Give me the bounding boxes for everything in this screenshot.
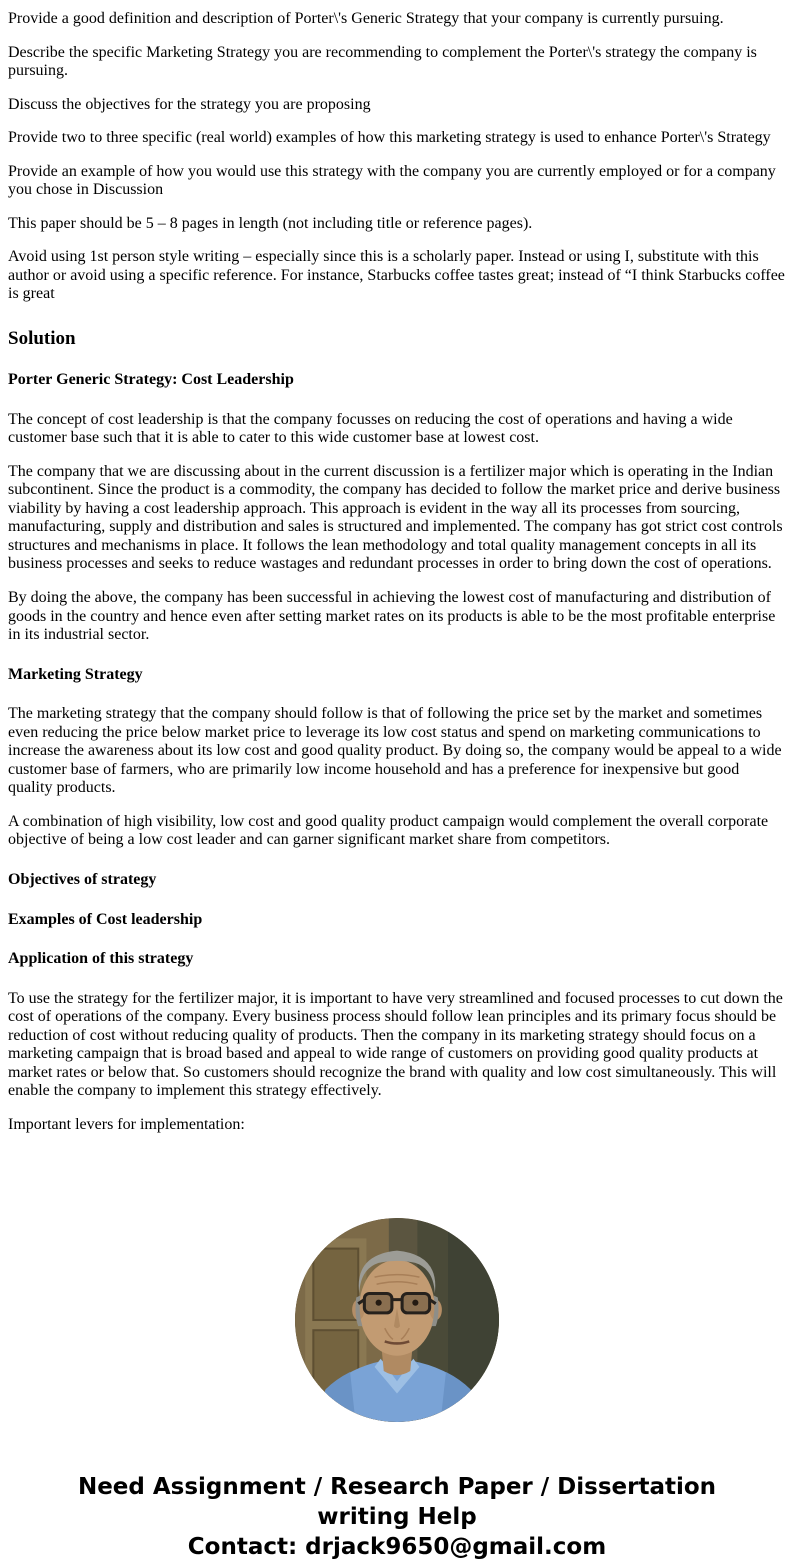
marketing-paragraph-2: A combination of high visibility, low cost and good quality product campaign would complement the overall corporate objective of being a low cost leader and can garner significant market share from competitors. [8,812,769,849]
assignment-paragraph-1: Provide a good definition and description of Porter\'s Generic Strategy that your company is currently pursuing. [8,10,724,27]
solution-heading: Solution [8,328,76,350]
portrait-section [8,1218,786,1422]
assignment-paragraph-5: Provide an example of how you would use this strategy with the company you are currently employed or for a company you chose in Discussion [8,162,776,199]
assignment-paragraph-2: Describe the specific Marketing Strategy you are recommending to complement the Porter\'s strategy the company is pursuing. [8,43,757,80]
assignment-paragraph-6: This paper should be 5 – 8 pages in length (not including title or reference pages). [8,214,533,232]
assignment-paragraph-3: Discuss the objectives for the strategy you are proposing [8,95,371,113]
promo-banner [47,1472,747,1562]
porter-paragraph-2: The company that we are discussing about in the current discussion is a fertilizer major which is operating in the Indian subcontinent. Since the product is a commodity, the company has decided to follow the market price and derive business viability by having a cost leadership approach. This approach is evident in the way all its processes from sourcing, manufacturing, supply and distribution and sales is structured and implemented. The company has got strict cost controls structures and mechanisms in place. It follows the lean methodology and total quality management concepts in all its business processes and seeks to reduce wastages and redundant processes in order to bring down the cost of operations. [8,462,783,573]
objectives-heading: Objectives of strategy [8,870,157,888]
porter-paragraph-1: The concept of cost leadership is that the company focusses on reducing the cost of operations and having a wide customer base such that it is able to cater to this wide customer base at lowest cost. [8,410,733,447]
tutor-portrait-photo [295,1218,499,1422]
tutor-portrait-illustration [295,1218,499,1422]
assignment-paragraph-7: Avoid using 1st person style writing – especially since this is a scholarly paper. Instead or using I, substitute with this author or avoid using a specific reference. For instance, Starbucks coffee tastes great; instead of “I think Starbucks coffee is great [8,248,785,303]
application-heading: Application of this strategy [8,950,194,968]
promo-help-text: Need Assignment / Research Paper / Dissertation writing Help [77,1474,717,1531]
assignment-paragraph-4: Provide two to three specific (real world) examples of how this marketing strategy is used to enhance Porter\'s Strategy [8,129,771,147]
porter-paragraph-3: By doing the above, the company has been successful in achieving the lowest cost of manufacturing and distribution of goods in the country and hence even after setting market rates on its products is able to be the most profitable enterprise in its industrial sector. [8,588,776,644]
examples-heading: Examples of Cost leadership [8,910,203,928]
application-paragraph-1: To use the strategy for the fertilizer major, it is important to have very streamlined and focused processes to cut down the cost of operations of the company. Every business process should follow lean principles and its primary focus should be reduction of cost without reducing quality of products. Then the company in its marketing strategy should focus on a marketing campaign that is broad based and appeal to wide range of customers on providing good quality products at market rates or below that. So customers should recognize the brand with quality and low cost simultaneously. This will enable the company to implement this strategy effectively. [8,989,783,1100]
marketing-paragraph-1: The marketing strategy that the company should follow is that of following the price set by the market and sometimes even reducing the price below market price to leverage its low cost status and spend on marketing communications to increase the awareness about its low cost and good quality product. By doing so, the company would be appeal to a wide customer base of farmers, who are primarily low income household and has a preference for inexpensive but good quality products. [8,705,782,797]
promo-contact-email: Contact: drjack9650@gmail.com [187,1534,607,1561]
marketing-strategy-heading: Marketing Strategy [8,665,143,683]
application-paragraph-2: Important levers for implementation: [8,1115,245,1133]
porter-strategy-heading: Porter Generic Strategy: Cost Leadership [8,371,294,389]
